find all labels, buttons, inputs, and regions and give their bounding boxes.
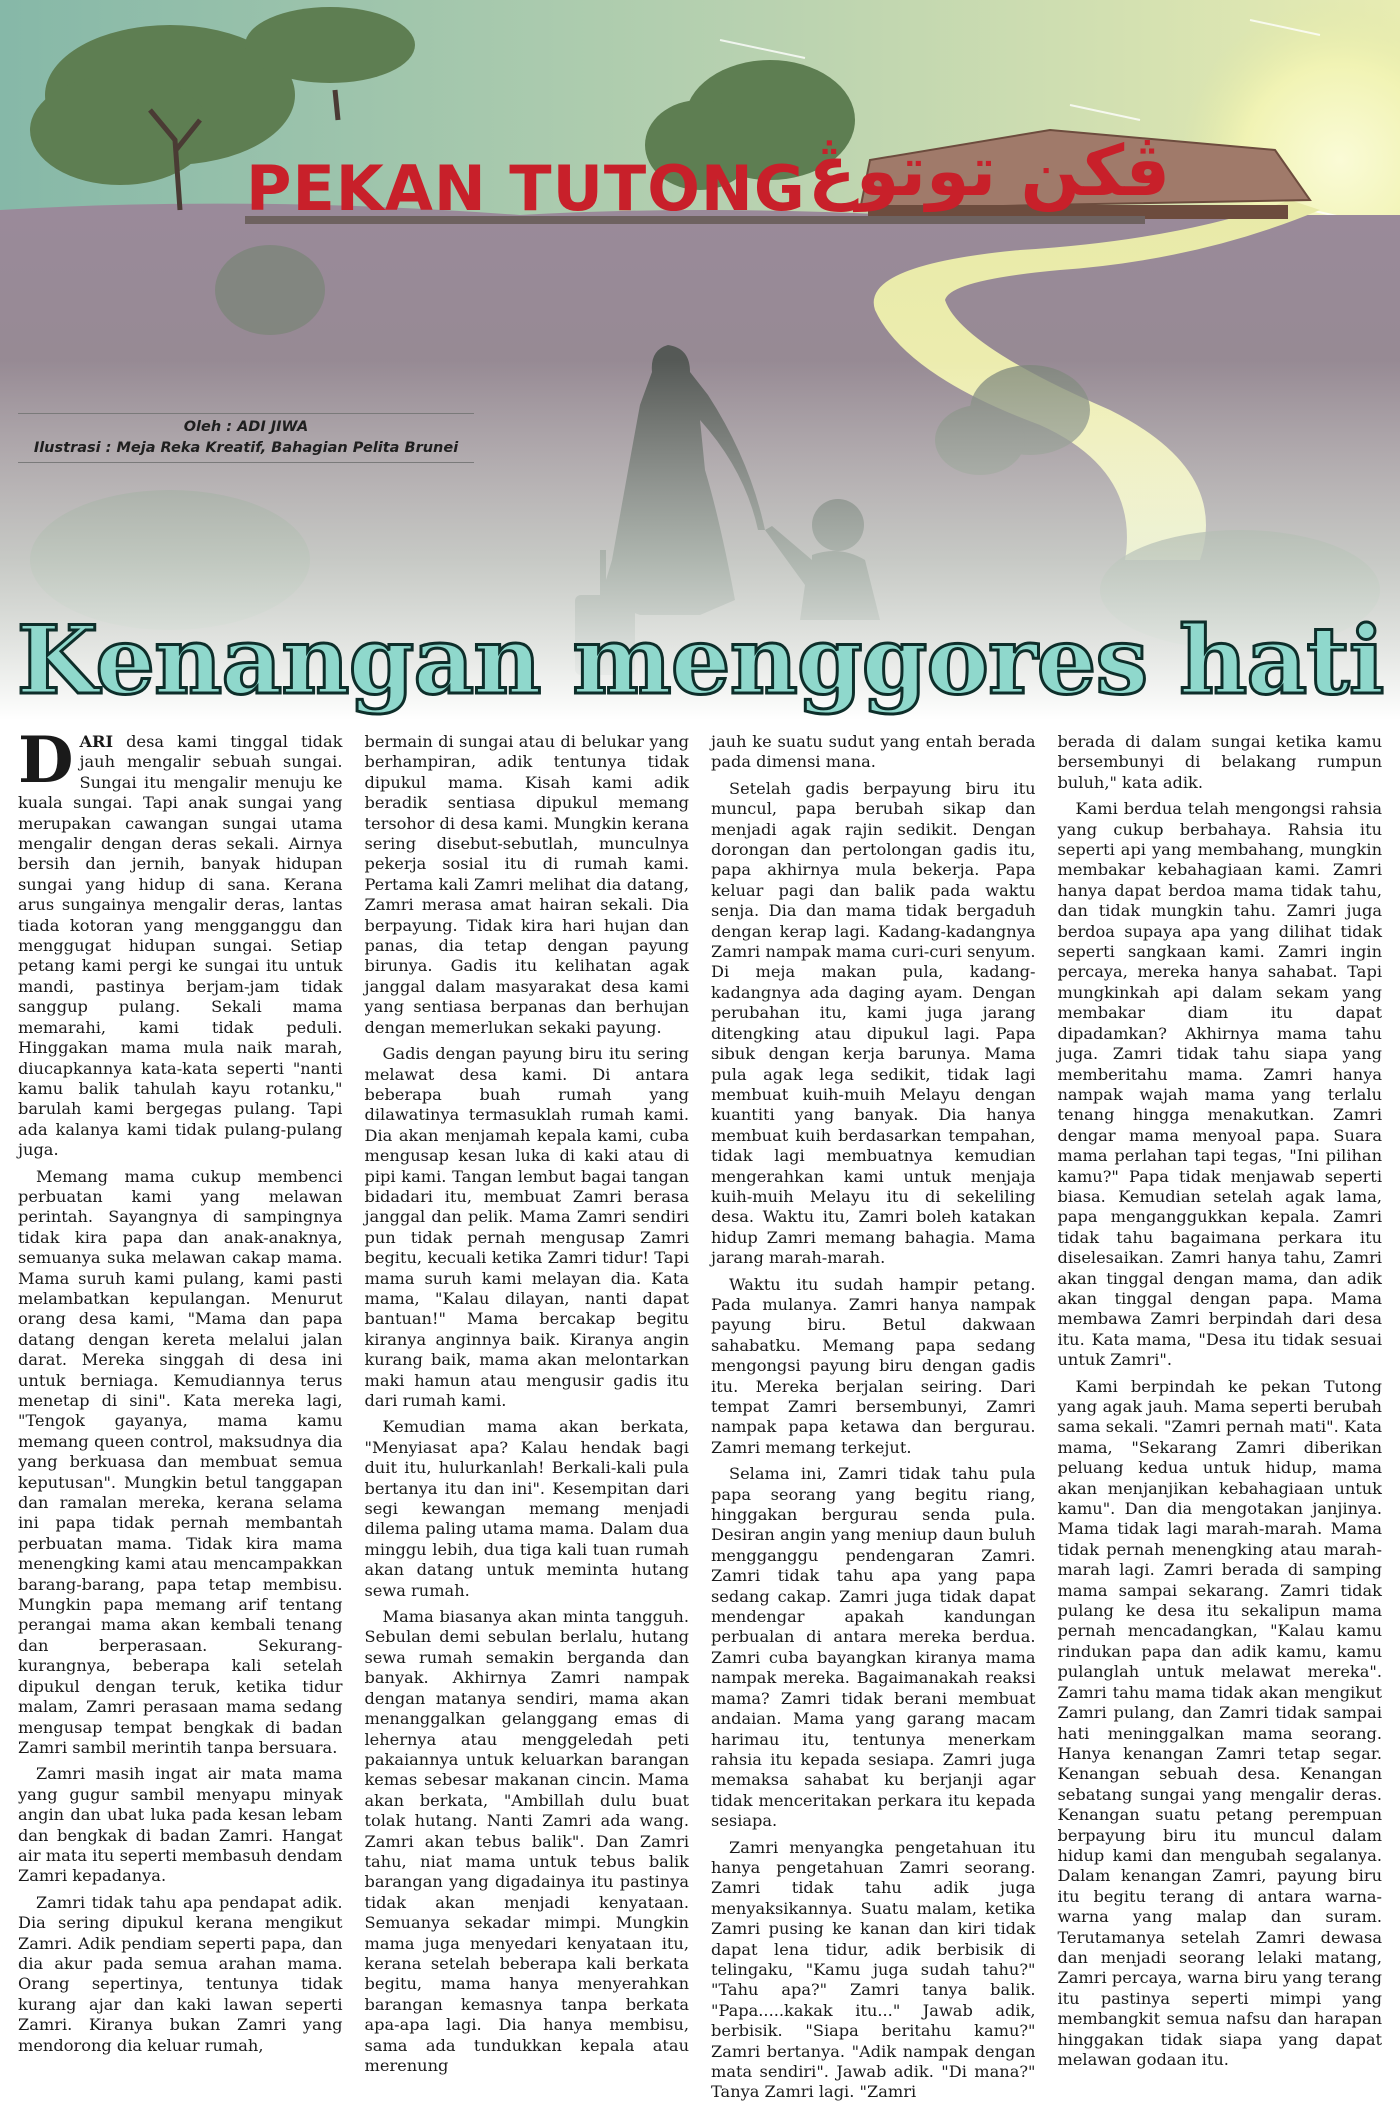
drop-cap: D [18,723,74,798]
paragraph: Kemudian mama akan berkata, "Menyiasat apa? Kalau hendak bagi duit itu, hulurkanlah! Berkali-kali pula bertanya itu dan ini". Kesempitan dari segi kewangan memang menjadi dilema paling utama mama. Dalam dua minggu lebih, dua tiga kali tuan rumah akan datang untuk meminta hutang sewa rumah. [364,1417,689,1600]
paragraph: Mama biasanya akan minta tangguh. Sebulan demi sebulan berlalu, hutang sewa rumah semakin berganda dan banyak. Akhirnya Zamri nampak dengan matanya sendiri, mama akan menanggalkan gelanggang emas di lehernya atau menggeledah peti pakaiannya untuk keluarkan barangan kemas sebesar makanan cincin. Mama akan berkata, "Ambillah dulu buat tolak hutang. Nanti Zamri ada wang. Zamri akan tebus balik". Dan Zamri tahu, niat mama untuk tebus balik barangan yang digadainya itu pastinya tidak akan menjadi kenyataan. Semuanya sekadar mimpi. Mungkin mama juga menyedari kenyataan itu, kerana setelah beberapa kali berkata begitu, mama hanya menyerahkan barangan kemasnya tanpa berkata apa-apa lagi. Dia hanya membisu, sama ada tundukkan kepala atau merenung [364,1607,689,2075]
illustration-credit: Ilustrasi : Meja Reka Kreatif, Bahagian Pelita Brunei [33,440,459,456]
headline: Kenangan menggores hati [16,606,1384,716]
paragraph: Kami berpindah ke pekan Tutong yang agak jauh. Mama seperti berubah sama sekali. "Zamri pernah mati". Kata mama, "Sekarang Zamri diberikan peluang kedua untuk hidup, mama akan menjanjikan kebahagiaan untuk kamu". Dan dia mengotakan janjinya. Mama tidak lagi marah-marah. Mama tidak pernah menengking atau marah-marah lagi. Zamri berada di samping mama sampai sekarang. Zamri tidak pulang ke desa itu sekalipun mama pernah mencadangkan, "Kalau kamu rindukan papa dan adik kamu, kamu pulanglah untuk melawat mereka". Zamri tahu mama tidak akan mengikut Zamri pulang, dan Zamri tidak sampai hati meninggalkan mama seorang. Hanya kenangan Zamri tetap segar. Kenangan sebuah desa. Kenangan sebatang sungai yang mengalir deras. Kenangan suatu petang perempuan berpayung biru itu muncul dalam hidup kami dan mengubah segalanya. Dalam kenangan Zamri, payung biru itu begitu terang di antara warna-warna yang malap dan suram. Terutamanya setelah Zamri dewasa dan menjadi seorang lelaki matang, Zamri percaya, warna biru yang terang itu pastinya seperti mimpi yang membangkit semua nafsu dan harapan hinggakan tidak siapa yang dapat melawan godaan itu. [1057,1376,1382,2069]
paragraph: Gadis dengan payung biru itu sering melawat desa kami. Di antara beberapa buah rumah yang dilawatinya termasuklah rumah kami. Dia akan menjamah kepala kami, cuba mengusap kesan luka di kaki atau di pipi kami. Tangan lembut bagai tangan bidadari itu, membuat Zamri berasa janggal dan pelik. Mama Zamri sendiri pun tidak pernah mengusap Zamri begitu, kecuali ketika Zamri tidur! Tapi mama suruh kami melayan dia. Kata mama, "Kalau dilayan, nanti dapat bantuan!" Mama bercakap begitu kiranya anginnya baik. Kiranya angin kurang baik, mama akan melontarkan maki hamun atau mengusir gadis itu dari rumah kami. [364,1044,689,1410]
paragraph: Memang mama cukup membenci perbuatan kami yang melawan perintah. Sayangnya di sampingnya tidak kira papa dan anak-anaknya, semuanya suka melawan cakap mama. Mama suruh kami pulang, kami pasti melambatkan kepulangan. Menurut orang desa kami, "Mama dan papa datang dengan kereta melalui jalan darat. Mereka singgah di desa ini untuk berniaga. Kemudiannya terus menetap di sini". Kata mereka lagi, "Tengok gayanya, mama kamu memang queen control, maksudnya dia yang berkuasa dan membuat semua keputusan". Mungkin betul tanggapan dan ramalan mereka, kerana selama ini papa tidak pernah membantah perbuatan mama. Tidak kira mama menengking kami atau mencampakkan barang-barang, papa tetap membisu. Mungkin papa memang arif tentang perangai mama akan kembali tenang dan berperasaan. Sekurang-kurangnya, beberapa kali setelah dipukul dengan teruk, ketika tidur malam, Zamri perasaan mama sedang mengusap tempat bengkak di badan Zamri sambil merintih tanpa bersuara. [18,1166,343,1757]
paragraph: Setelah gadis berpayung biru itu muncul, papa berubah sikap dan menjadi agak rajin sedikit. Dengan dorongan dan pertolongan gadis itu, papa akhirnya mula bekerja. Papa keluar pagi dan balik pada waktu senja. Dia dan mama tidak bergaduh dengan kerap lagi. Kadang-kadangnya Zamri nampak mama curi-curi senyum. Di meja makan pula, kadang-kadangnya ada daging ayam. Dengan perubahan itu, kami juga jarang ditengking atau dipukul lagi. Papa sibuk dengan kerja barunya. Mama pula agak lega sedikit, tidak lagi membuat kuih-muih Melayu dengan kuantiti yang banyak. Dia hanya membuat kuih berdasarkan tempahan, tidak lagi membuatnya kemudian mengerahkan kami untuk menjaja kuih-muih Melayu itu di sekeliling desa. Waktu itu, Zamri boleh katakan hidup Zamri memang bahagia. Mama jarang marah-marah. [711,778,1036,1268]
paragraph-text: desa kami tinggal tidak jauh mengalir sebuah sungai. Sungai itu mengalir menuju ke kuala sungai. Tapi anak sungai yang merupakan cawangan sungai utama mengalir dengan deras sekali. Airnya bersih dan jernih, banyak hidupan sungai yang hidup di sana. Kerana arus sungainya mengalir deras, lantas tiada kotoran yang mengganggu dan menggugat hidupan sungai. Setiap petang kami pergi ke sungai itu untuk mandi, pastinya berjam-jam tidak sanggup pulang. Sekali mama memarahi, kami tidak peduli. Hinggakan mama mula naik marah, diucapkannya kata-kata seperti "nanti kamu balik tahulah kayu rotanku," barulah kami bergegas pulang. Tapi ada kalanya kami tidak pulang-pulang juga. [18,732,343,1160]
paragraph: Zamri tidak tahu apa pendapat adik. Dia sering dipukul kerana mengikut Zamri. Adik pendiam seperti papa, dan dia akur pada semua arahan mama. Orang sepertinya, tentunya tidak kurang ajar dan kaki lawan seperti Zamri. Kiranya bukan Zamri yang mendorong dia keluar rumah, [18,1892,343,2055]
article-body [18,723,1382,2102]
article-column-1 [18,723,343,2055]
author-credit: Oleh : ADI JIWA [183,419,309,435]
paragraph [18,723,343,1161]
hero-illustration [0,0,1400,720]
paragraph: berada di dalam sungai ketika kamu bersembunyi di belakang rumpun buluh," kata adik. [1057,732,1382,792]
paragraph: bermain di sungai atau di belukar yang berhampiran, adik tentunya tidak dipukul mama. Kisah kami adik beradik sentiasa dipukul memang tersohor di desa kami. Mungkin kerana sering disebut-sebutlah, munculnya pekerja sosial itu di rumah kami. Pertama kali Zamri melihat dia datang, Zamri merasa amat hairan sekali. Dia berpayung. Tidak kira hari hujan dan panas, dia tetap dengan payung birunya. Gadis itu kelihatan agak janggal dalam masyarakat desa kami yang sentiasa berpanas dan berhujan dengan memerlukan sekaki payung. [364,732,689,1037]
section-title: PEKAN TUTONG [246,152,806,225]
paragraph: Zamri masih ingat air mata mama yang gugur sambil menyapu minyak angin dan ubat luka pada kesan lebam dan bengkak di badan Zamri. Hangat air mata itu seperti membasuh dendam Zamri kepadanya. [18,1764,343,1886]
lead-word: ARI [79,732,114,751]
article-column-2 [364,732,690,2075]
paragraph: Kami berdua telah mengongsi rahsia yang cukup berbahaya. Rahsia itu seperti api yang membahang, mungkin membakar kebahagiaan kami. Zamri hanya dapat berdoa mama tidak tahu, dan tidak mungkin tahu. Zamri juga berdoa supaya apa yang dilihat tidak seperti sangkaan kami. Zamri ingin percaya, mereka hanya sahabat. Tapi mungkinkah api dalam sekam yang membakar diam itu dapat dipadamkan? Akhirnya mama tahu juga. Zamri tidak tahu siapa yang memberitahu mama. Zamri hanya nampak wajah mama yang terlalu tenang hingga menakutkan. Zamri dengar mama menyoal papa. Suara mama perlahan tapi tegas, "Ini pilihan kamu?" Papa tidak menjawab seperti biasa. Kemudian setelah agak lama, papa menganggukkan kepala. Zamri tidak tahu bagaimana perkara itu diselesaikan. Zamri hanya tahu, Zamri akan tinggal dengan mama, dan adik akan tinggal dengan papa. Mama membawa Zamri berpindah dari desa itu. Kata mama, "Desa itu tidak sesuai untuk Zamri". [1057,799,1382,1370]
credits [18,413,474,463]
paragraph: jauh ke suatu sudut yang entah berada pada dimensi mana. [711,732,1036,772]
article-column-3 [711,732,1036,2102]
article-column-4 [1057,732,1383,2069]
paragraph: Zamri menyangka pengetahuan itu hanya pengetahuan Zamri seorang. Zamri tidak tahu adik juga menyaksikannya. Suatu malam, ketika Zamri pusing ke kanan dan kiri tidak dapat lena tidur, adik berbisik di telingaku, "Kamu juga sudah tahu?" "Tahu apa?" Zamri tanya balik. "Papa.....kakak itu..." Jawab adik, berbisik. "Siapa beritahu kamu?" Zamri bertanya. "Adik nampak dengan mata sendiri". Jawab adik. "Di mana?" Tanya Zamri lagi. "Zamri [711,1837,1036,2102]
paragraph: Selama ini, Zamri tidak tahu pula papa seorang yang begitu riang, hinggakan bergurau senda pula. Desiran angin yang meniup daun buluh mengganggu pendengaran Zamri. Zamri tidak tahu apa yang papa sedang cakap. Zamri juga tidak dapat mendengar apakah kandungan perbualan di antara mereka berdua. Zamri cuba bayangkan kiranya mama nampak mereka. Bagaimanakah reaksi mama? Zamri tidak berani membuat andaian. Mama yang garang macam harimau itu, tentunya menerkam rahsia itu kepada sesiapa. Zamri juga memaksa sahabat ku berjanji agar tidak menceritakan perkara itu kepada sesiapa. [711,1464,1036,1831]
paragraph: Waktu itu sudah hampir petang. Pada mulanya. Zamri hanya nampak payung biru. Betul dakwaan sahabatku. Memang papa sedang mengongsi payung biru dengan gadis itu. Mereka berjalan seiring. Dari tempat Zamri bersembunyi, Zamri nampak papa ketawa dan bergurau. Zamri memang terkejut. [711,1274,1036,1457]
section-title-jawi: ڤكن توتوڠ [808,130,1171,212]
